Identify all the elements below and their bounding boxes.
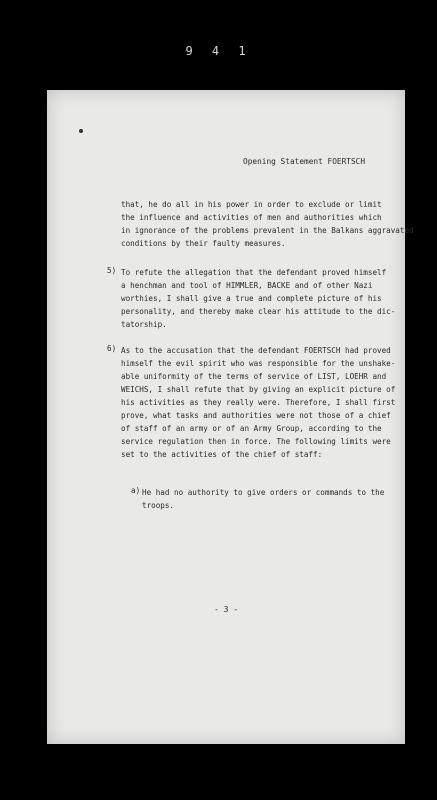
text-line: service regulation then in force. The following limits were xyxy=(121,437,391,446)
text-line: worthies, I shall give a true and complete picture of his xyxy=(121,294,382,303)
subpoint-label: a) xyxy=(131,486,141,495)
punch-hole-mark xyxy=(79,129,83,133)
text-line: personality, and thereby make clear his attitude to the dic- xyxy=(121,307,396,316)
text-line: of staff of an army or of an Army Group, according to the xyxy=(121,424,382,433)
text-line: able uniformity of the terms of service of LIST, LOEHR and xyxy=(121,372,387,381)
text-line: As to the accusation that the defendant FOERTSCH had proved xyxy=(121,346,391,355)
text-line: in ignorance of the problems prevalent in the Balkans aggravated xyxy=(121,226,414,235)
point-5-paragraph xyxy=(121,266,396,331)
point-number: 5) xyxy=(107,266,117,275)
point-6-paragraph xyxy=(121,344,396,461)
text-line: a henchman and tool of HIMMLER, BACKE and of other Nazi xyxy=(121,281,373,290)
text-line: troops. xyxy=(142,501,175,510)
text-line: To refute the allegation that the defendant proved himself xyxy=(121,268,387,277)
text-line: himself the evil spirit who was responsible for the unshake- xyxy=(121,359,396,368)
text-line: set to the activities of the chief of staff: xyxy=(121,450,323,459)
text-line: tatorship. xyxy=(121,320,167,329)
text-line: He had no authority to give orders or commands to the xyxy=(142,488,385,497)
document-page xyxy=(47,90,414,744)
intro-paragraph xyxy=(121,198,414,250)
page-number: - 3 - xyxy=(213,605,239,614)
text-line: his activities as they really were. Therefore, I shall first xyxy=(121,398,396,407)
document-header: Opening Statement FOERTSCH xyxy=(243,157,366,166)
film-frame-number: 9 4 1 xyxy=(185,44,252,58)
text-line: conditions by their faulty measures. xyxy=(121,239,286,248)
subpoint-a-paragraph xyxy=(142,486,392,512)
text-line: WEICHS, I shall refute that by giving an explicit picture of xyxy=(121,385,396,394)
point-number: 6) xyxy=(107,344,117,353)
text-line: the influence and activities of men and authorities which xyxy=(121,213,382,222)
text-line: that, he do all in his power in order to exclude or limit xyxy=(121,200,382,209)
text-line: prove, what tasks and authorities were not those of a chief xyxy=(121,411,391,420)
